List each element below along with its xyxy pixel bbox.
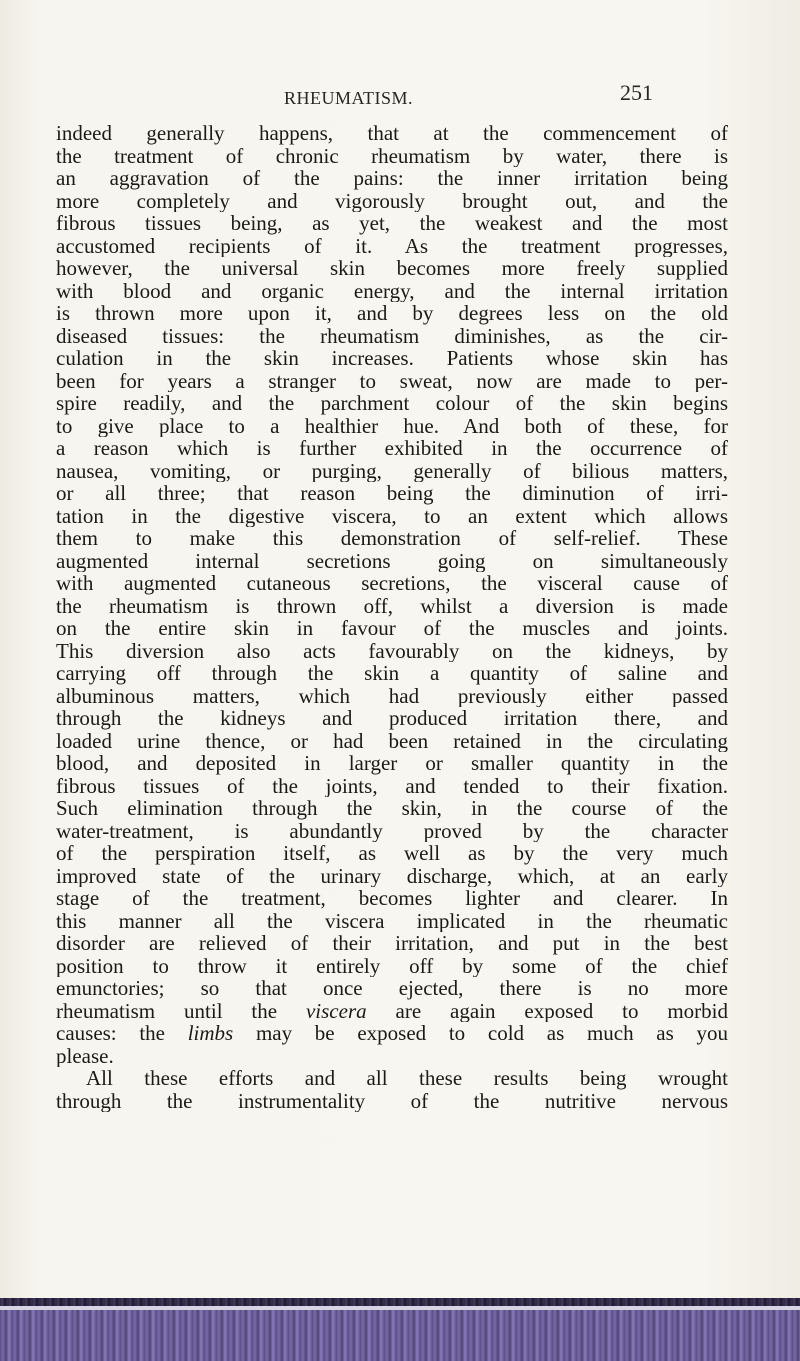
scan-edge-band: [0, 1298, 800, 1361]
text-line: of the perspiration itself, as well as by the very much: [56, 842, 728, 865]
text-run: may be exposed to cold as much as you: [233, 1022, 728, 1045]
text-line: however, the universal skin becomes more freely supplied: [56, 257, 728, 280]
text-line: disorder are relieved of their irritation, and put in the best: [56, 932, 728, 955]
text-line: is thrown more upon it, and by degrees less on the old: [56, 302, 728, 325]
text-line: fibrous tissues being, as yet, the weakest and the most: [56, 212, 728, 235]
text-line: diseased tissues: the rheumatism diminishes, as the cir-: [56, 324, 728, 347]
text-line: indeed generally happens, that at the commencement of: [56, 122, 728, 145]
italic-term: limbs: [187, 1022, 234, 1045]
text-line: augmented internal secretions going on simultaneously: [56, 549, 728, 572]
text-line: All these efforts and all these results being wrought: [86, 1067, 728, 1090]
text-line: improved state of the urinary discharge, which, at an early: [56, 864, 728, 887]
text-line: spire readily, and the parchment colour of the skin begins: [56, 392, 728, 415]
text-line: This diversion also acts favourably on the kidneys, by: [56, 639, 728, 662]
text-line: the treatment of chronic rheumatism by water, there is: [56, 144, 728, 167]
text-line: them to make this demonstration of self-relief. These: [56, 527, 728, 550]
text-line: an aggravation of the pains: the inner irritation being: [56, 167, 728, 190]
text-line: [56, 1000, 728, 1023]
running-title: RHEUMATISM.: [284, 88, 414, 108]
text-line: culation in the skin increases. Patients whose skin has: [56, 347, 728, 370]
text-line: blood, and deposited in larger or smaller quantity in the: [56, 752, 728, 775]
text-line: position to throw it entirely off by some of the chief: [56, 954, 728, 977]
text-line: water-treatment, is abundantly proved by the character: [56, 819, 728, 842]
text-line: on the entire skin in favour of the muscles and joints.: [56, 617, 728, 640]
text-line: a reason which is further exhibited in the occurrence of: [56, 437, 728, 460]
text-line: with augmented cutaneous secretions, the visceral cause of: [56, 572, 728, 595]
body-text: [56, 122, 728, 1112]
text-line: [56, 1022, 728, 1045]
text-line: Such elimination through the skin, in the course of the: [56, 797, 728, 820]
page-number: 251: [620, 80, 653, 105]
text-line: emunctories; so that once ejected, there is no more: [56, 977, 728, 1000]
text-line: through the kidneys and produced irritation there, and: [56, 707, 728, 730]
text-line: nausea, vomiting, or purging, generally of bilious matters,: [56, 459, 728, 482]
text-line: tation in the digestive viscera, to an extent which allows: [56, 504, 728, 527]
text-line: been for years a stranger to sweat, now are made to per-: [56, 369, 728, 392]
text-line: stage of the treatment, becomes lighter and clearer. In: [56, 887, 728, 910]
text-run: are again exposed to morbid: [366, 999, 728, 1022]
text-line: please.: [56, 1044, 114, 1067]
text-line: accustomed recipients of it. As the treatment progresses,: [56, 234, 728, 257]
text-run: rheumatism until the: [56, 999, 306, 1022]
text-line: carrying off through the skin a quantity of saline and: [56, 662, 728, 685]
text-line: more completely and vigorously brought out, and the: [56, 189, 728, 212]
text-line: with blood and organic energy, and the internal irritation: [56, 279, 728, 302]
text-run: causes: the: [56, 1022, 188, 1045]
text-line: this manner all the viscera implicated in the rheumatic: [56, 909, 728, 932]
text-line: through the instrumentality of the nutritive nervous: [56, 1089, 728, 1112]
text-line: fibrous tissues of the joints, and tended to their fixation.: [56, 774, 728, 797]
italic-term: viscera: [305, 999, 367, 1022]
text-line: loaded urine thence, or had been retained in the circulating: [56, 729, 728, 752]
text-line: or all three; that reason being the diminution of irri-: [56, 482, 728, 505]
text-line: the rheumatism is thrown off, whilst a diversion is made: [56, 594, 728, 617]
text-line: albuminous matters, which had previously either passed: [56, 684, 728, 707]
text-line: to give place to a healthier hue. And both of these, for: [56, 414, 728, 437]
